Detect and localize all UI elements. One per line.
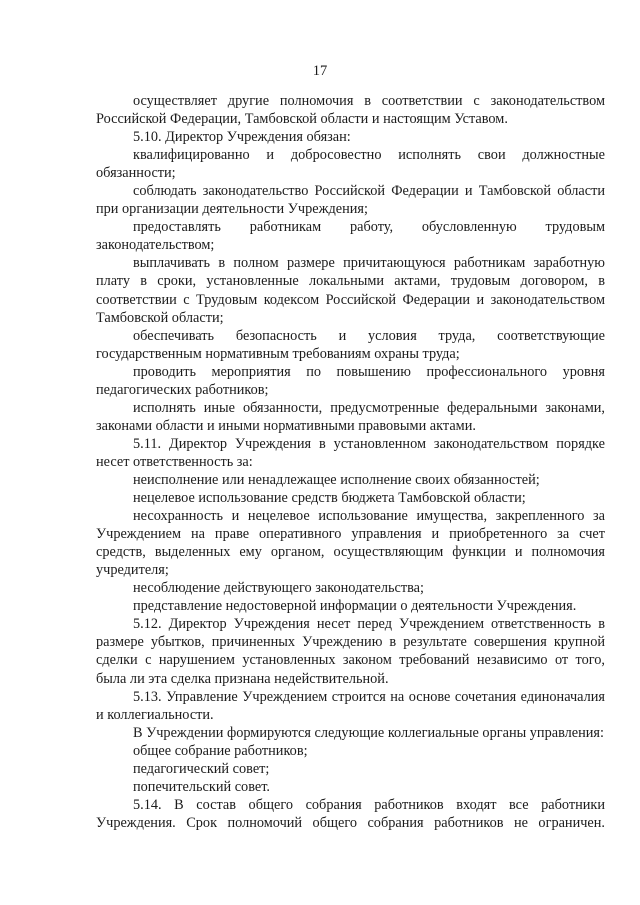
list-item: предоставлять работникам работу, обусловленную трудовым законодательством; (96, 219, 605, 254)
section-paragraph: 5.13. Управление Учреждением строится на основе сочетания единоначалия и коллегиальности. (96, 688, 605, 723)
paragraph: В Учреждении формируются следующие коллегиальные органы управления: (133, 724, 604, 741)
list-item: несохранность и нецелевое использование имущества, закрепленного за Учреждением на праве оперативного управления и приобретенного за счет средств, выделенных ему органом, осуществляющим функции и полномочия учредителя; (96, 508, 605, 579)
list-item: обеспечивать безопасность и условия труда, соответствующие государственным нормативным требованиям охраны труда; (96, 327, 605, 362)
list-item: исполнять иные обязанности, предусмотренные федеральными законами, законами области и иными нормативными правовыми актами. (96, 399, 605, 434)
list-item: выплачивать в полном размере причитающуюся работникам заработную плату в сроки, установленные локальными актами, трудовым договором, в соответствии с Трудовым кодексом Российской Федерации и законодательством Тамбовской области; (96, 255, 605, 326)
list-item: попечительский совет. (133, 778, 270, 795)
list-item: соблюдать законодательство Российской Федерации и Тамбовской области при организации деятельности Учреждения; (96, 183, 605, 218)
paragraph: осуществляет другие полномочия в соответствии с законодательством Российской Федерации, Тамбовской области и настоящим Уставом. (96, 93, 605, 128)
page-number: 17 (312, 63, 328, 79)
list-item: представление недостоверной информации о деятельности Учреждения. (133, 598, 577, 615)
section-heading: 5.10. Директор Учреждения обязан: (133, 129, 351, 146)
section-paragraph: 5.12. Директор Учреждения несет перед Учреждением ответственность в размере убытков, причиненных Учреждению в результате совершения крупной сделки с нарушением установленных законом требований независимо от того, была ли эта сделка признана недействительной. (96, 616, 605, 687)
list-item: неисполнение или ненадлежащее исполнение своих обязанностей; (133, 471, 540, 488)
list-item: нецелевое использование средств бюджета Тамбовской области; (133, 490, 526, 507)
list-item: квалифицированно и добросовестно исполнять свои должностные обязанности; (96, 147, 605, 182)
section-paragraph: 5.11. Директор Учреждения в установленном законодательством порядке несет ответственность за: (96, 435, 605, 470)
list-item: педагогический совет; (133, 760, 270, 777)
list-item: общее собрание работников; (133, 742, 308, 759)
document-body (96, 92, 605, 832)
section-paragraph: 5.14. В состав общего собрания работников входят все работники Учреждения. Срок полномочий общего собрания работников не ограничен. (96, 796, 605, 831)
list-item: проводить мероприятия по повышению профессионального уровня педагогических работников; (96, 363, 605, 398)
list-item: несоблюдение действующего законодательства; (133, 580, 424, 597)
